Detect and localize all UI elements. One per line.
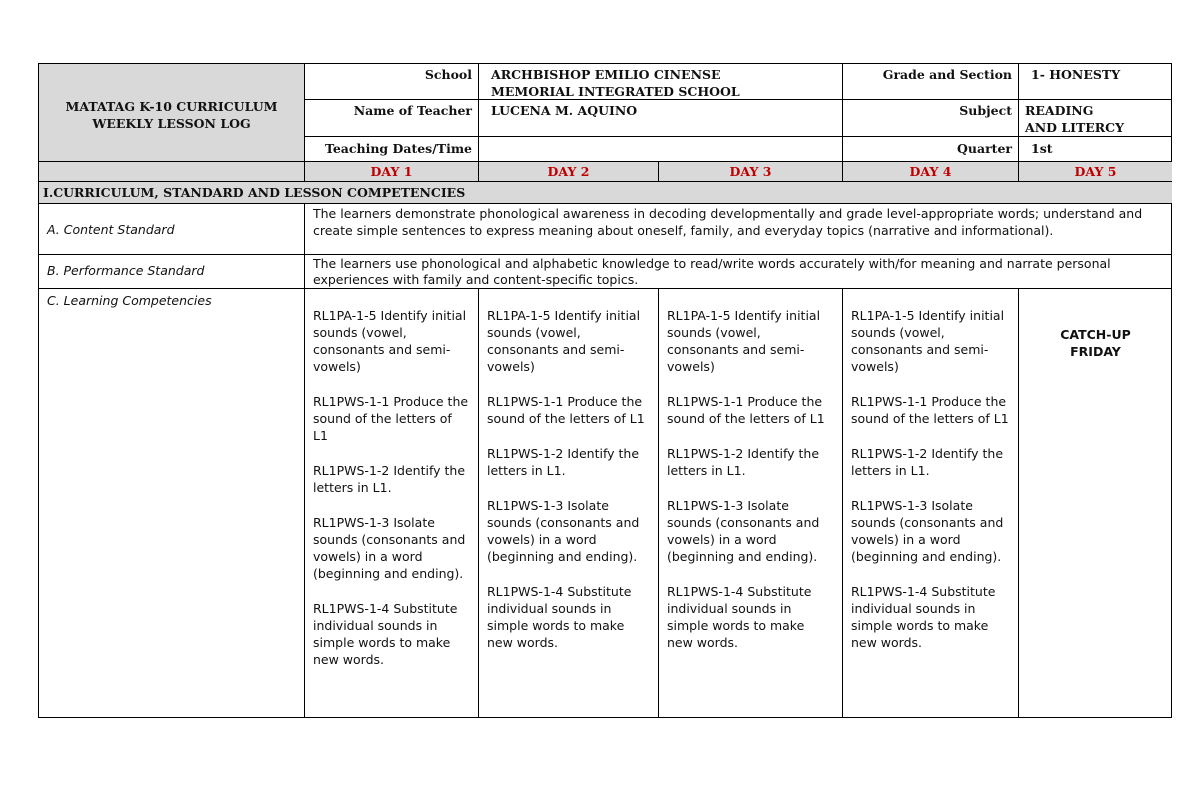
competency-pws-1-3: RL1PWS-1-3 Isolate sounds (consonants and vowels) in a word (beginning and ending). (851, 498, 1004, 564)
competency-pws-1-4: RL1PWS-1-4 Substitute individual sounds in simple words to make new words. (851, 584, 996, 650)
catch-up-line-2: FRIDAY (1070, 344, 1121, 359)
school-value-line-2: MEMORIAL INTEGRATED SCHOOL (491, 84, 740, 99)
teacher-value: LUCENA M. AQUINO (479, 100, 843, 137)
competencies-day-1 (305, 289, 479, 718)
dates-value (479, 137, 843, 162)
section-title: I.CURRICULUM, STANDARD AND LESSON COMPETENCIES (39, 182, 1172, 204)
competency-pws-1-3: RL1PWS-1-3 Isolate sounds (consonants and vowels) in a word (beginning and ending). (313, 515, 466, 581)
performance-standard-text: The learners use phonological and alphabetic knowledge to read/write words accurately with/for meaning and narrate personal experiences with family and content-specific topics. (305, 255, 1172, 289)
competency-pa-1-5: RL1PA-1-5 Identify initial sounds (vowel, consonants and semi-vowels) (487, 308, 641, 374)
quarter-label: Quarter (843, 137, 1019, 162)
content-standard-text: The learners demonstrate phonological awareness in decoding developmentally and grade level-appropriate words; understand and create simple sentences to express meaning about oneself, family, and everyday topics (narrative and informational). (305, 204, 1172, 255)
subject-value (1019, 100, 1172, 137)
subject-label: Subject (843, 100, 1019, 137)
day-header-2: DAY 2 (479, 162, 659, 182)
competencies-day-2 (479, 289, 659, 718)
day-header-4: DAY 4 (843, 162, 1019, 182)
lesson-log-table (38, 63, 1172, 718)
school-label: School (305, 64, 479, 100)
competency-pws-1-2: RL1PWS-1-2 Identify the letters in L1. (667, 446, 820, 478)
day-header-5: DAY 5 (1019, 162, 1172, 182)
competency-pa-1-5: RL1PA-1-5 Identify initial sounds (vowel, consonants and semi-vowels) (667, 308, 821, 374)
competency-pws-1-3: RL1PWS-1-3 Isolate sounds (consonants and vowels) in a word (beginning and ending). (667, 498, 820, 564)
school-value-line-1: ARCHBISHOP EMILIO CINENSE (491, 67, 721, 82)
school-value (479, 64, 843, 100)
competency-pws-1-4: RL1PWS-1-4 Substitute individual sounds in simple words to make new words. (487, 584, 632, 650)
competencies-day-5 (1019, 289, 1172, 718)
day-header-3: DAY 3 (659, 162, 843, 182)
competency-pws-1-4: RL1PWS-1-4 Substitute individual sounds in simple words to make new words. (667, 584, 812, 650)
day-header-1: DAY 1 (305, 162, 479, 182)
grade-label: Grade and Section (843, 64, 1019, 100)
competency-pws-1-2: RL1PWS-1-2 Identify the letters in L1. (851, 446, 1004, 478)
learning-competencies-label: C. Learning Competencies (39, 289, 305, 718)
competency-pws-1-1: RL1PWS-1-1 Produce the sound of the letters of L1 (851, 394, 1009, 426)
curriculum-title (39, 64, 305, 162)
competencies-day-3 (659, 289, 843, 718)
competency-pws-1-2: RL1PWS-1-2 Identify the letters in L1. (487, 446, 640, 478)
content-standard-label: A. Content Standard (39, 204, 305, 255)
competency-pws-1-4: RL1PWS-1-4 Substitute individual sounds in simple words to make new words. (313, 601, 458, 667)
competencies-day-4 (843, 289, 1019, 718)
competency-pws-1-3: RL1PWS-1-3 Isolate sounds (consonants and vowels) in a word (beginning and ending). (487, 498, 640, 564)
catch-up-line-1: CATCH-UP (1060, 327, 1131, 342)
title-line-2: WEEKLY LESSON LOG (92, 116, 251, 131)
subject-value-line-1: READING (1025, 103, 1094, 118)
performance-standard-label: B. Performance Standard (39, 255, 305, 289)
dates-label: Teaching Dates/Time (305, 137, 479, 162)
competency-pws-1-1: RL1PWS-1-1 Produce the sound of the letters of L1 (313, 394, 469, 443)
grade-value: 1- HONESTY (1019, 64, 1172, 100)
teacher-label: Name of Teacher (305, 100, 479, 137)
competency-pa-1-5: RL1PA-1-5 Identify initial sounds (vowel, consonants and semi-vowels) (851, 308, 1005, 374)
competency-pws-1-2: RL1PWS-1-2 Identify the letters in L1. (313, 463, 466, 495)
competency-pws-1-1: RL1PWS-1-1 Produce the sound of the letters of L1 (487, 394, 645, 426)
subject-value-line-2: AND LITERCY (1025, 120, 1125, 135)
title-line-1: MATATAG K-10 CURRICULUM (65, 99, 278, 114)
competency-pa-1-5: RL1PA-1-5 Identify initial sounds (vowel, consonants and semi-vowels) (313, 308, 467, 374)
competency-pws-1-1: RL1PWS-1-1 Produce the sound of the letters of L1 (667, 394, 825, 426)
day-header-blank (39, 162, 305, 182)
quarter-value: 1st (1019, 137, 1172, 162)
